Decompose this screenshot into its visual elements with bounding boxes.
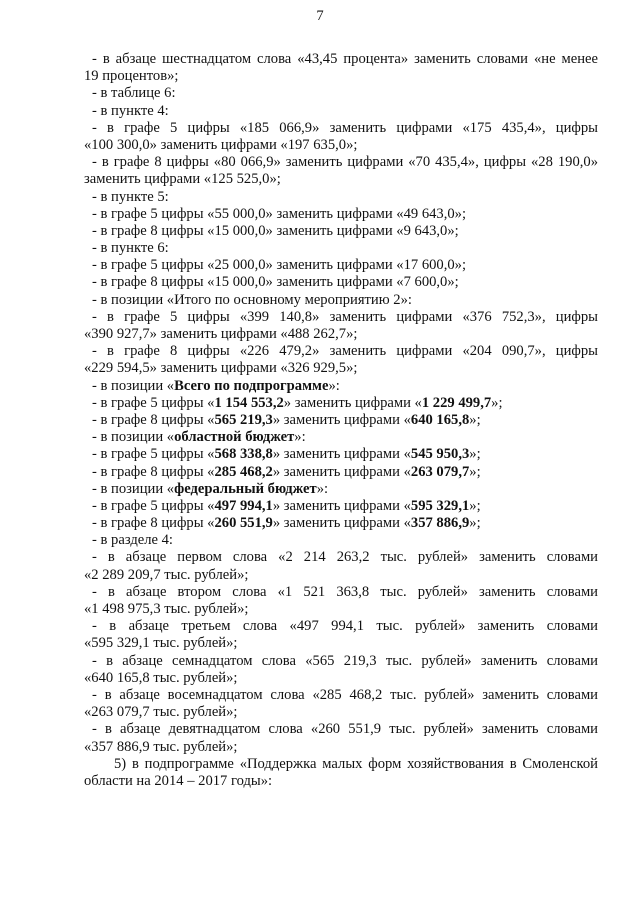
text-segment: - в графе 8 цифры « <box>92 463 215 480</box>
text-segment: » заменить цифрами « <box>272 411 411 428</box>
text-segment: » заменить цифрами « <box>272 497 411 514</box>
text-line <box>84 429 598 446</box>
text-segment: - в графе 8 цифры « <box>92 515 215 532</box>
text-line: - в абзаце втором слова «1 521 363,8 тыс. рублей» заменить словами <box>92 583 598 600</box>
text-line: «229 594,5» заменить цифрами «326 929,5»; <box>84 360 358 377</box>
text-line: - в таблице 6: <box>92 85 176 102</box>
text-segment: »: <box>294 429 306 446</box>
bold-text: Всего по подпрограмме <box>174 377 329 394</box>
text-segment: - в графе 5 цифры « <box>92 446 215 463</box>
text-line: - в графе 8 цифры «15 000,0» заменить цифрами «7 600,0»; <box>92 274 459 291</box>
text-segment: - в позиции « <box>92 480 175 497</box>
bold-text: 285 468,2 <box>214 463 273 480</box>
text-line <box>84 395 598 412</box>
text-line: - в графе 5 цифры «185 066,9» заменить цифрами «175 435,4», цифры <box>92 119 598 136</box>
text-line: - в абзаце семнадцатом слова «565 219,3 тыс. рублей» заменить словами <box>92 652 598 669</box>
text-line: «595 329,1 тыс. рублей»; <box>84 635 238 652</box>
text-segment: »; <box>469 497 481 514</box>
text-line: 19 процентов»; <box>84 68 179 85</box>
bold-text: 640 165,8 <box>410 411 470 428</box>
bold-text: 260 551,9 <box>214 515 273 532</box>
bold-text: 1 154 553,2 <box>214 394 284 411</box>
text-line: «1 498 975,3 тыс. рублей»; <box>84 601 249 617</box>
text-segment: »: <box>328 377 340 394</box>
bold-text: 565 219,3 <box>214 411 273 428</box>
text-segment: »; <box>469 515 481 532</box>
text-segment: - в позиции « <box>92 429 175 446</box>
text-segment: »; <box>491 394 503 411</box>
text-line: - в графе 8 цифры «226 479,2» заменить цифрами «204 090,7», цифры <box>92 343 598 360</box>
text-segment: » заменить цифрами « <box>272 515 411 532</box>
text-line: - в графе 5 цифры «399 140,8» заменить цифрами «376 752,3», цифры <box>92 308 598 325</box>
bold-text: 568 338,8 <box>214 446 273 463</box>
text-line <box>84 515 598 532</box>
text-segment: - в графе 5 цифры « <box>92 497 215 514</box>
text-segment: - в графе 5 цифры « <box>92 394 215 411</box>
text-line <box>84 481 598 498</box>
page-number: 7 <box>316 8 324 24</box>
text-line: - в абзаце первом слова «2 214 263,2 тыс. рублей» заменить словами <box>92 549 598 566</box>
text-line: - в пункте 5: <box>92 188 169 205</box>
text-segment: »; <box>469 446 481 463</box>
text-line: «357 886,9 тыс. рублей»; <box>84 738 238 755</box>
bold-text: федеральный бюджет <box>174 480 317 497</box>
text-line: - в графе 5 цифры «55 000,0» заменить цифрами «49 643,0»; <box>92 205 467 222</box>
text-line: - в абзаце третьем слова «497 994,1 тыс. рублей» заменить словами <box>92 618 598 635</box>
text-line: - в разделе 4: <box>92 532 173 549</box>
text-line: - в пункте 6: <box>92 240 169 257</box>
bold-text: областной бюджет <box>174 429 295 446</box>
bold-text: 1 229 499,7 <box>421 394 492 411</box>
text-line: - в абзаце девятнадцатом слова «260 551,9 тыс. рублей» заменить словами <box>92 721 598 738</box>
document-body <box>84 51 598 790</box>
text-segment: - в позиции « <box>92 377 175 394</box>
text-line: «2 289 209,7 тыс. рублей»; <box>84 566 249 583</box>
text-segment: » заменить цифрами « <box>272 463 411 480</box>
text-line: заменить цифрами «125 525,0»; <box>84 171 281 188</box>
bold-text: 545 950,3 <box>410 446 470 463</box>
bold-text: 595 329,1 <box>410 497 470 514</box>
text-segment: »: <box>316 480 329 497</box>
text-line: - в позиции «Итого по основному мероприятию 2»: <box>92 291 412 308</box>
text-line: 5) в подпрограмме «Поддержка малых форм хозяйствования в Смоленской <box>114 755 598 772</box>
text-line <box>84 446 598 463</box>
text-line: «640 165,8 тыс. рублей»; <box>84 669 238 686</box>
text-line: «390 927,7» заменить цифрами «488 262,7»; <box>84 326 358 342</box>
text-segment: - в графе 8 цифры « <box>92 411 215 428</box>
text-line: - в графе 5 цифры «25 000,0» заменить цифрами «17 600,0»; <box>92 257 467 274</box>
text-segment: » заменить цифрами « <box>272 446 411 463</box>
bold-text: 263 079,7 <box>410 463 470 480</box>
text-segment: »; <box>469 411 481 428</box>
bold-text: 357 886,9 <box>410 515 470 532</box>
text-line <box>84 412 598 429</box>
text-line: - в абзаце восемнадцатом слова «285 468,2 тыс. рублей» заменить словами <box>92 686 598 703</box>
text-line: «263 079,7 тыс. рублей»; <box>84 704 238 721</box>
text-line: - в пункте 4: <box>92 102 169 119</box>
text-line: области на 2014 – 2017 годы»: <box>84 772 273 789</box>
text-segment: »; <box>469 463 481 480</box>
text-line <box>84 498 598 515</box>
text-line: «100 300,0» заменить цифрами «197 635,0»; <box>84 136 358 153</box>
bold-text: 497 994,1 <box>214 497 273 514</box>
text-line: - в графе 8 цифры «80 066,9» заменить цифрами «70 435,4», цифры «28 190,0» <box>92 154 598 171</box>
text-line: - в абзаце шестнадцатом слова «43,45 процента» заменить словами «не менее <box>92 51 598 67</box>
text-line <box>84 464 598 481</box>
text-line <box>84 378 598 395</box>
text-line: - в графе 8 цифры «15 000,0» заменить цифрами «9 643,0»; <box>92 222 459 239</box>
text-segment: » заменить цифрами « <box>283 394 422 411</box>
